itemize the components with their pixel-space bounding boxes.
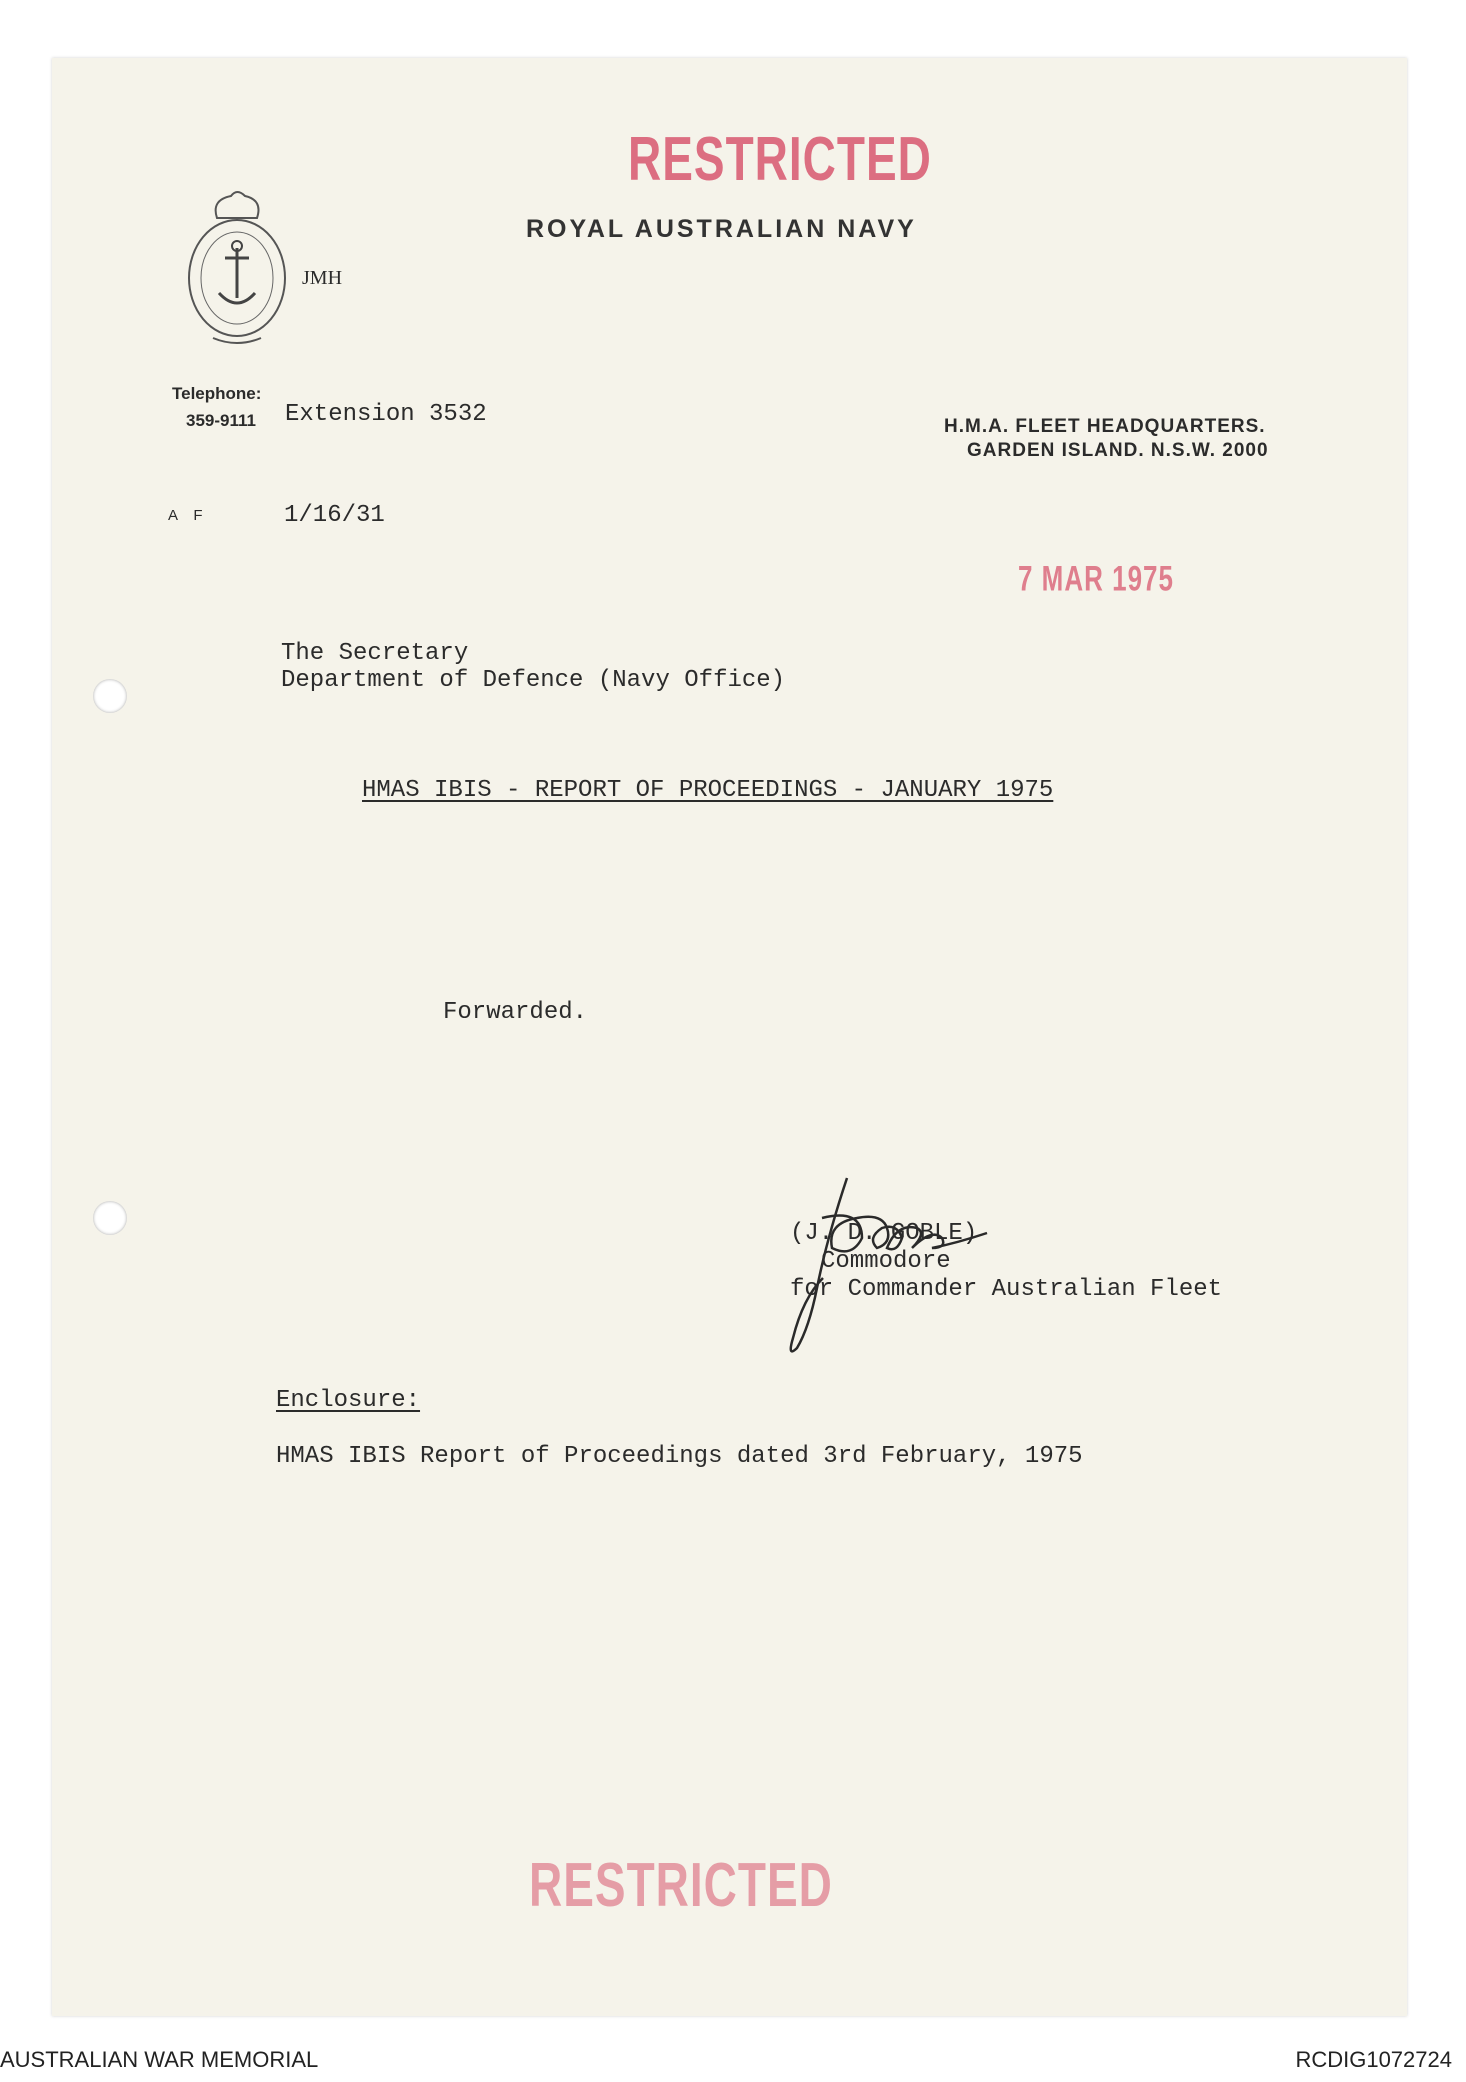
- signatory-role: for Commander Australian Fleet: [790, 1276, 1223, 1303]
- body-text: Forwarded.: [443, 999, 588, 1026]
- enclosure-item: HMAS IBIS Report of Proceedings dated 3rd February, 1975: [276, 1443, 1083, 1470]
- sender-address-line2: GARDEN ISLAND. N.S.W. 2000: [967, 440, 1269, 461]
- reference-number: 1/16/31: [284, 502, 385, 529]
- signatory-rank: Commodore: [821, 1248, 951, 1275]
- navy-crest-icon: [177, 188, 297, 348]
- footer-institution: AUSTRALIAN WAR MEMORIAL: [0, 2047, 319, 2072]
- footer-catalogue-id: RCDIG1072724: [1295, 2047, 1452, 2072]
- telephone-label: Telephone:: [172, 384, 262, 403]
- telephone-extension: Extension 3532: [285, 401, 487, 428]
- subject-line: HMAS IBIS - REPORT OF PROCEEDINGS - JANUARY 1975: [362, 777, 1054, 804]
- letterhead-title: ROYAL AUSTRALIAN NAVY: [526, 215, 917, 243]
- date-stamp: 7 MAR 1975: [1018, 558, 1174, 599]
- signatory-name: (J. D. GOBLE): [790, 1220, 978, 1247]
- punch-hole: [93, 1201, 127, 1235]
- recipient-line1: The Secretary: [281, 640, 469, 667]
- restricted-stamp-top: RESTRICTED: [628, 123, 932, 194]
- sender-address-line1: H.M.A. FLEET HEADQUARTERS.: [944, 416, 1266, 437]
- recipient-line2: Department of Defence (Navy Office): [281, 667, 786, 694]
- restricted-stamp-bottom: RESTRICTED: [529, 1849, 833, 1920]
- document-page: [52, 58, 1407, 2016]
- file-initials: JMH: [302, 267, 343, 289]
- enclosure-label: Enclosure:: [276, 1387, 421, 1414]
- telephone-number: 359-9111: [186, 411, 256, 430]
- reference-prefix: A F: [168, 507, 209, 524]
- punch-hole: [93, 679, 127, 713]
